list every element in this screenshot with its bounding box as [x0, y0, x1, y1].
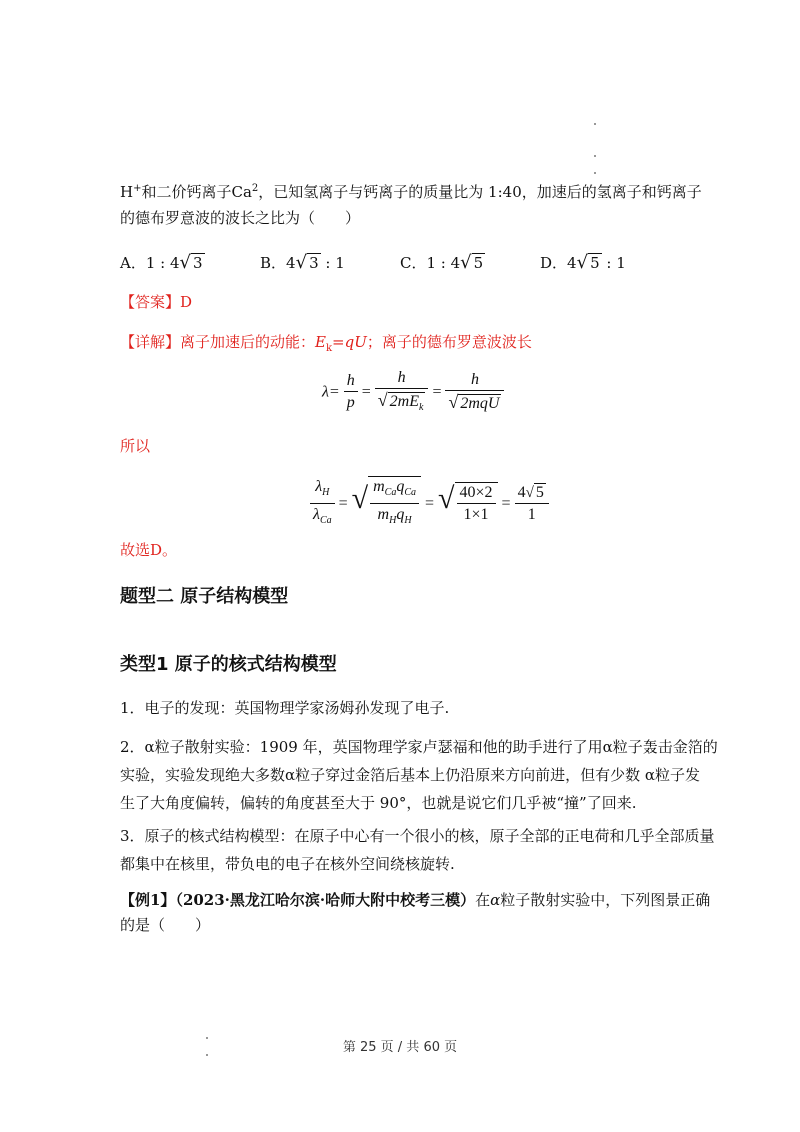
- question-ca-charge: 2: [251, 183, 259, 194]
- fraction-numerator: h: [344, 371, 358, 392]
- point-2-line-1: 2．α粒子散射实验：1909 年，英国物理学家卢瑟福和他的助手进行了用α粒子轰击金箔的: [120, 738, 718, 756]
- fraction-denominator: $\lambda_{Ca}$: [313, 505, 332, 526]
- decorative-dot: [594, 172, 596, 174]
- answer-line: [120, 292, 192, 312]
- fraction-numerator: h: [445, 370, 504, 391]
- option-radicand: 5: [473, 254, 484, 272]
- question-rest: ，已知氢离子与钙离子的质量比为 1:40，加速后的氢离子和钙离子: [258, 183, 702, 201]
- option-label: C．: [400, 254, 427, 272]
- question-mid: 和二价钙离子Ca: [141, 183, 252, 201]
- fraction-numerator: $\lambda_H$: [310, 477, 335, 504]
- option-radicand: 3: [193, 254, 203, 272]
- option-value: 1 : 4: [145, 254, 180, 272]
- fraction-denominator: p: [346, 394, 355, 412]
- fraction-denominator: [375, 389, 429, 417]
- decorative-dot: [594, 155, 596, 157]
- detail-eq: =qU: [332, 333, 367, 351]
- option-d[interactable]: [540, 252, 626, 273]
- option-suffix: : 1: [320, 254, 345, 272]
- fraction-numeric: [455, 482, 498, 526]
- fraction-denominator: [445, 391, 504, 415]
- option-radicand: 3: [309, 254, 319, 272]
- equals-sign: =: [432, 383, 442, 401]
- example-text-1a: 在: [475, 891, 491, 909]
- section-title: 题型二 原子结构模型: [120, 586, 289, 607]
- example-alpha: α: [490, 891, 501, 909]
- option-value: 4: [567, 254, 577, 272]
- sqrt-sign-icon: √: [295, 252, 308, 273]
- option-a[interactable]: [120, 252, 205, 273]
- detail-text-2: ；离子的德布罗意波波长: [366, 333, 532, 351]
- fraction-numerator: 40×2: [457, 483, 496, 504]
- example-text-1b: 粒子散射实验中，下列图景正确: [500, 891, 711, 909]
- suoyi-text: 所以: [120, 437, 151, 455]
- fraction-numerator: h: [375, 368, 429, 389]
- fraction-numerator: $m_{Ca}q_{Ca}$: [370, 477, 419, 504]
- point-3-line-1: 3．原子的核式结构模型：在原子中心有一个很小的核，原子全部的正电荷和几乎全部质量: [120, 827, 715, 845]
- example-tag: 【例1】: [120, 891, 176, 909]
- detail-ek-sub: k: [325, 343, 333, 354]
- sqrt-sign-icon: √: [377, 390, 388, 410]
- fraction-h-over-sqrt-2mqu: [445, 370, 504, 415]
- answer-value: D: [180, 293, 193, 311]
- question-line-1: [120, 179, 702, 202]
- point-2-line-2: 实验，实验发现绝大多数α粒子穿过金箔后基本上仍沿原来方向前进，但有少数 α粒子发: [120, 766, 701, 784]
- radicand: $2mE_k$: [388, 392, 426, 417]
- point-2-line-3: 生了大角度偏转，偏转的角度甚至大于 90°，也就是说它们几乎被“撞”了回来.: [120, 794, 637, 812]
- radicand: 2mqU: [460, 395, 500, 413]
- sqrt-sign-icon: √: [448, 392, 459, 413]
- fraction-denominator: $m_Hq_H$: [377, 506, 412, 527]
- example-source: （2023·黑龙江哈尔滨·哈师大附中校考三模）: [175, 891, 476, 909]
- formula-lhs: λ=: [322, 383, 340, 401]
- option-value: 1 : 4: [426, 254, 461, 272]
- answer-tag: 【答案】: [120, 293, 181, 311]
- detail-line: [120, 332, 532, 359]
- conclusion-text: 故选D。: [120, 541, 178, 559]
- detail-tag: 【详解】: [120, 333, 181, 351]
- option-radicand: 5: [590, 254, 600, 272]
- question-h: H: [120, 183, 134, 201]
- fraction-result: [515, 483, 549, 526]
- formula-ratio: [310, 476, 549, 532]
- decorative-dot: [594, 123, 596, 125]
- option-label: A．: [120, 254, 146, 272]
- option-suffix: : 1: [601, 254, 626, 272]
- sqrt-sign-icon: √: [576, 252, 589, 273]
- option-label: B．: [260, 254, 287, 272]
- subsection-title: 类型1 原子的核式结构模型: [120, 654, 337, 675]
- question-line-2: 的德布罗意波的波长之比为（ ）: [120, 209, 361, 227]
- option-c[interactable]: [400, 252, 485, 273]
- detail-text-1: 离子加速后的动能：: [180, 333, 316, 351]
- sqrt-sign-icon: √: [351, 481, 369, 515]
- equals-sign: =: [425, 494, 435, 512]
- point-1: 1．电子的发现：英国物理学家汤姆孙发现了电子.: [120, 699, 450, 717]
- equals-sign: =: [338, 494, 348, 512]
- fraction-numerator: 4√ 5: [515, 483, 549, 504]
- fraction-mass-charge: [368, 476, 421, 532]
- fraction-denominator: 1×1: [463, 506, 489, 524]
- equals-sign: =: [501, 494, 511, 512]
- option-label: D．: [540, 254, 568, 272]
- fraction-lambda-ratio: [310, 477, 335, 532]
- page-footer: 第 25 页 / 共 60 页: [342, 1040, 458, 1055]
- option-value: 4: [286, 254, 296, 272]
- fraction-denominator: 1: [527, 505, 536, 523]
- formula-wavelength: [322, 368, 504, 417]
- sqrt-sign-icon: √: [460, 252, 472, 273]
- question-h-charge: +: [133, 183, 142, 194]
- example-line-2: 的是（ ）: [120, 916, 211, 934]
- point-3-line-2: 都集中在核里，带负电的电子在核外空间绕核旋转.: [120, 855, 455, 873]
- sqrt-sign-icon: √: [179, 252, 192, 273]
- example-line-1: [120, 890, 710, 910]
- detail-ek: E: [315, 333, 326, 351]
- option-b[interactable]: [260, 252, 345, 273]
- fraction-h-over-sqrt-2mek: [375, 368, 429, 417]
- equals-sign: =: [361, 383, 371, 401]
- sqrt-sign-icon: √: [438, 481, 455, 515]
- fraction-h-over-p: [344, 371, 358, 414]
